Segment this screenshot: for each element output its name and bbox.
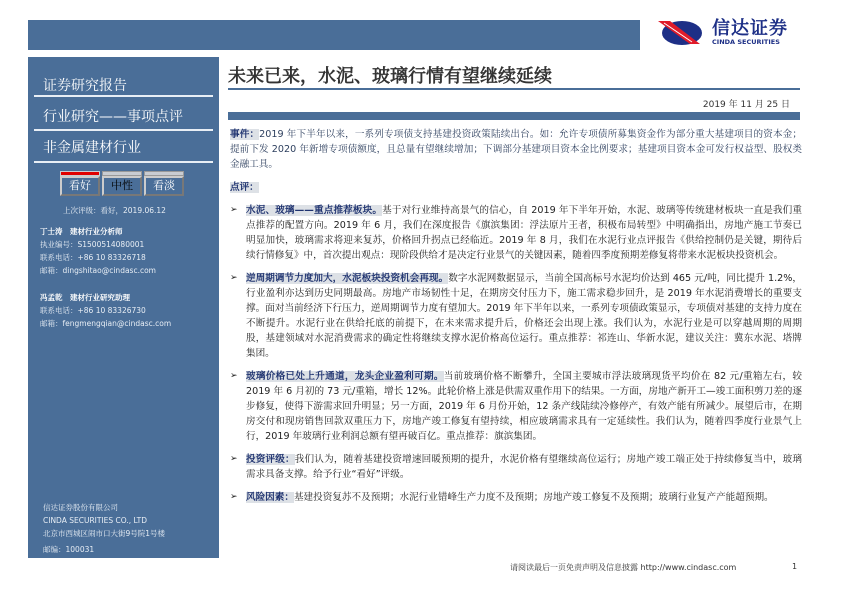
- arrow-icon: ➢: [230, 371, 238, 381]
- divider: [34, 129, 213, 131]
- industry-name: 非金属建材行业: [43, 140, 141, 156]
- header-bar: [28, 20, 640, 50]
- page-number: 1: [792, 562, 798, 571]
- bullet-item: ➢ 投资评级：我们认为，随着基建投资增速回暖预期的提升，水泥价格有望继续高位运行；房地产竣工端正处于持续修复当中，玻璃需求具备支撑。给予行业“看好”评级。: [230, 454, 802, 480]
- arrow-icon: ➢: [230, 492, 238, 502]
- arrow-icon: ➢: [230, 273, 238, 283]
- rating-selector: [60, 171, 184, 196]
- last-rating: 上次评级：看好，2019.06.12: [63, 206, 166, 215]
- arrow-icon: ➢: [230, 454, 238, 464]
- rating-neutral: 中性: [102, 171, 142, 196]
- report-category: 行业研究——事项点评: [43, 109, 183, 125]
- report-body: [230, 127, 802, 555]
- sidebar: [28, 57, 219, 558]
- logo-en-text: CINDA SECURITIES: [712, 37, 780, 46]
- section-bar: [228, 112, 800, 120]
- analyst-2: 冯孟乾 建材行业研究助理 联系电话：+86 10 83326730 邮箱：fengmengqian@cindasc.com: [40, 293, 172, 328]
- bullet-item: ➢ 逆周期调节力度加大，水泥板块投资机会再现。数字水泥网数据显示，当前全国高标号水泥均价达到 465 元/吨，同比提升 1.2%，行业盈利亦达到历史同期最高。房地产市场韧性十足，在期房交付压力下，施工需求稳步回升，是 2019 年水泥消费增长的重要支撑。面对当前经济下行压力，逆周期调节力度有望加大。2019 年下半年以来，一系列专项债政策显示，专项债对基建的支持力度在不断提升。水泥行业在供给托底的前提下，在未来需求提升后，价格还会出现上涨。我们认为，水泥行业是可以穿越周期的周期股，基建领域对水泥消费需求的确定性将继续支撑水泥价格高位运行。重点推荐：祁连山、华新水泥，建议关注：冀东水泥、塔牌集团。: [230, 273, 802, 359]
- divider: [34, 161, 213, 163]
- bullet-item: ➢ 水泥、玻璃——重点推荐板块。基于对行业维持高景气的信心，自 2019 年下半年开始，水泥、玻璃等传统建材板块一直是我们重点推荐的配置方向。2019 年 6 月，我们在深度报告《旗滨集团：浮法原片王者，积极布局转型》中明确指出，房地产施工节奏已明显加快，玻璃需求将迎来复苏，价格回升拐点已经临近。2019 年 8 月，我们在水泥行业点评报告《供给控制仍是关键，期待后续行情修复》中，首次提出观点：现阶段供给才是决定行业景气的关键因素，随着四季度预期差修复将带来水泥板块投资机会。: [230, 205, 802, 261]
- cinda-logo-icon: [656, 18, 704, 46]
- cinda-logo: [656, 18, 836, 46]
- event-paragraph: 事件：2019 年下半年以来，一系列专项债支持基建投资政策陆续出台。如：允许专项债所募集资金作为部分重大基建项目的资本金；提前下发 2020 年新增专项债额度，且总量有望继续增加；下调部分基建项目资本金比例要求；基建项目资本金可发行权益型、股权类金融工具。: [230, 129, 802, 170]
- report-date: 2019 年 11 月 25 日: [702, 100, 790, 110]
- footer-disclaimer[interactable]: 请阅读最后一页免责声明及信息披露 http://www.cindasc.com: [510, 563, 737, 572]
- rating-bearish: 看淡: [144, 171, 184, 196]
- report-title: 未来已来，水泥、玻璃行情有望继续延续: [228, 66, 552, 87]
- rating-bullish: 看好: [60, 171, 100, 196]
- company-info: 信达证券股份有限公司 CINDA SECURITIES CO., LTD 北京市西城区闹市口大街9号院1号楼 邮编：100031: [43, 503, 166, 554]
- bullet-item: ➢ 玻璃价格已处上升通道，龙头企业盈利可期。当前玻璃价格不断攀升，全国主要城市浮法玻璃现货平均价在 82 元/重箱左右，较 2019 年 6 月初的 73 元/重箱，增长 12%。此轮价格上涨是供需双重作用下的结果。一方面，房地产新开工—竣工面积剪刀差的逐步修复，使得下游需求回升明显；另一方面，2019 年 6 月份开始，12 条产线陆续冷修停产，有效产能有所减少。展望后市，在期房交付和现房销售回款双重压力下，房地产竣工修复有望持续，相应玻璃需求具有一定延续性。我们认为，随着四季度行业景气上行，2019 年玻璃行业利润总额有望再破百亿。重点推荐：旗滨集团。: [230, 371, 802, 442]
- bullet-item: ➢ 风险因素：基建投资复苏不及预期；水泥行业错峰生产力度不及预期；房地产竣工修复不及预期；玻璃行业复产产能超预期。: [230, 492, 774, 503]
- logo-cn-text: 信达证券: [712, 17, 788, 39]
- analyst-1: 丁士涛 建材行业分析师 执业编号：S1500514080001 联系电话：+86 10 83326718 邮箱：dingshitao@cindasc.com: [40, 227, 156, 275]
- title-divider: [228, 88, 800, 90]
- arrow-icon: ➢: [230, 205, 238, 215]
- comment-heading: 点评：: [230, 182, 259, 193]
- divider: [34, 95, 213, 97]
- report-type: 证券研究报告: [43, 78, 127, 94]
